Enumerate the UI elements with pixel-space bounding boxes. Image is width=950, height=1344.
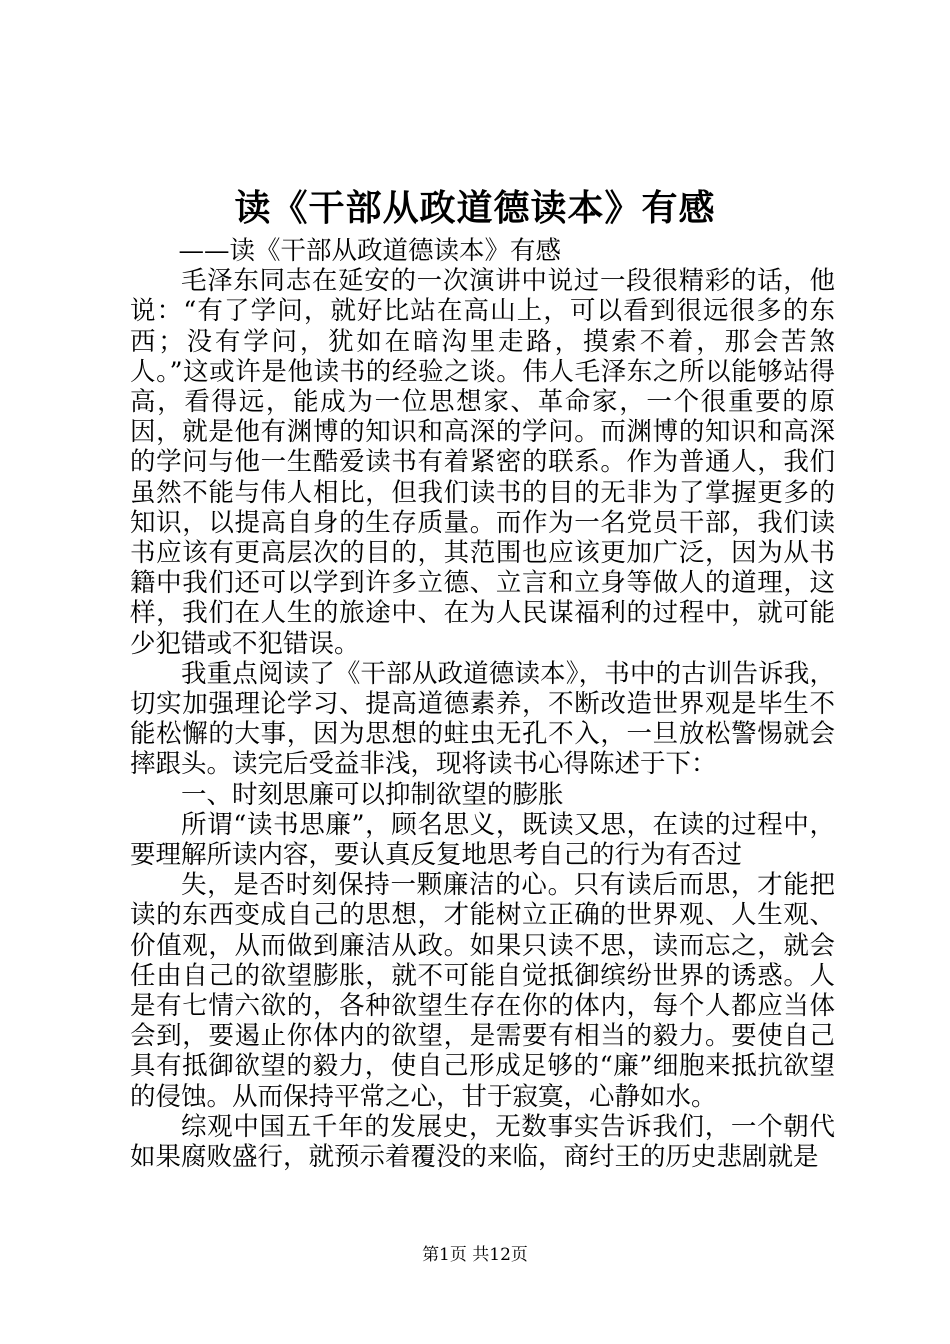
paragraph: 所谓“读书思廉”，顾名思义，既读又思，在读的过程中，要理解所读内容，要认真反复地思考自己的行为有否过 xyxy=(130,809,835,871)
section-heading: 一、时刻思廉可以抑制欲望的膨胀 xyxy=(181,779,564,810)
paragraph: 毛泽东同志在延安的一次演讲中说过一段很精彩的话，他说：“有了学问，就好比站在高山上，可以看到很远很多的东西；没有学问，犹如在暗沟里走路，摸索不着，那会苦煞人。”这或许是他读书的经验之谈。伟人毛泽东之所以能够站得高，看得远，能成为一位思想家、革命家，一个很重要的原因，就是他有渊博的知识和高深的学问。而渊博的知识和高深的学问与他一生酷爱读书有着紧密的联系。作为普通人，我们虽然不能与伟人相比，但我们读书的目的无非为了掌握更多的知识，以提高自身的生存质量。而作为一名党员干部，我们读书应该有更高层次的目的，其范围也应该更加广泛，因为从书籍中我们还可以学到许多立德、立言和立身等做人的道理，这样，我们在人生的旅途中、在为人民谋福利的过程中，就可能少犯错或不犯错误。 xyxy=(130,266,835,659)
document-body xyxy=(130,236,835,1172)
paragraph: 综观中国五千年的发展史，无数事实告诉我们，一个朝代如果腐败盛行，就预示着覆没的来临，商纣王的历史悲剧就是 xyxy=(130,1111,835,1173)
paragraph: 我重点阅读了《干部从政道德读本》，书中的古训告诉我，切实加强理论学习、提高道德素养，不断改造世界观是毕生不能松懈的大事，因为思想的蛀虫无孔不入，一旦放松警惕就会摔跟头。读完后受益非浅，现将读书心得陈述于下： xyxy=(130,658,835,780)
document-subtitle: ——读《干部从政道德读本》有感 xyxy=(178,236,561,266)
document-title: 读《干部从政道德读本》有感 xyxy=(234,187,716,229)
page-number-footer: 第1页 共12页 xyxy=(422,1245,528,1265)
paragraph: 失，是否时刻保持一颗廉洁的心。只有读后而思，才能把读的东西变成自己的思想，才能树立正确的世界观、人生观、价值观，从而做到廉洁从政。如果只读不思，读而忘之，就会任由自己的欲望膨胀，就不可能自觉抵御缤纷世界的诱惑。人是有七情六欲的，各种欲望生存在你的体内，每个人都应当体会到，要遏止你体内的欲望，是需要有相当的毅力。要使自己具有抵御欲望的毅力，使自己形成足够的“廉”细胞来抵抗欲望的侵蚀。从而保持平常之心，甘于寂寞，心静如水。 xyxy=(130,870,835,1112)
